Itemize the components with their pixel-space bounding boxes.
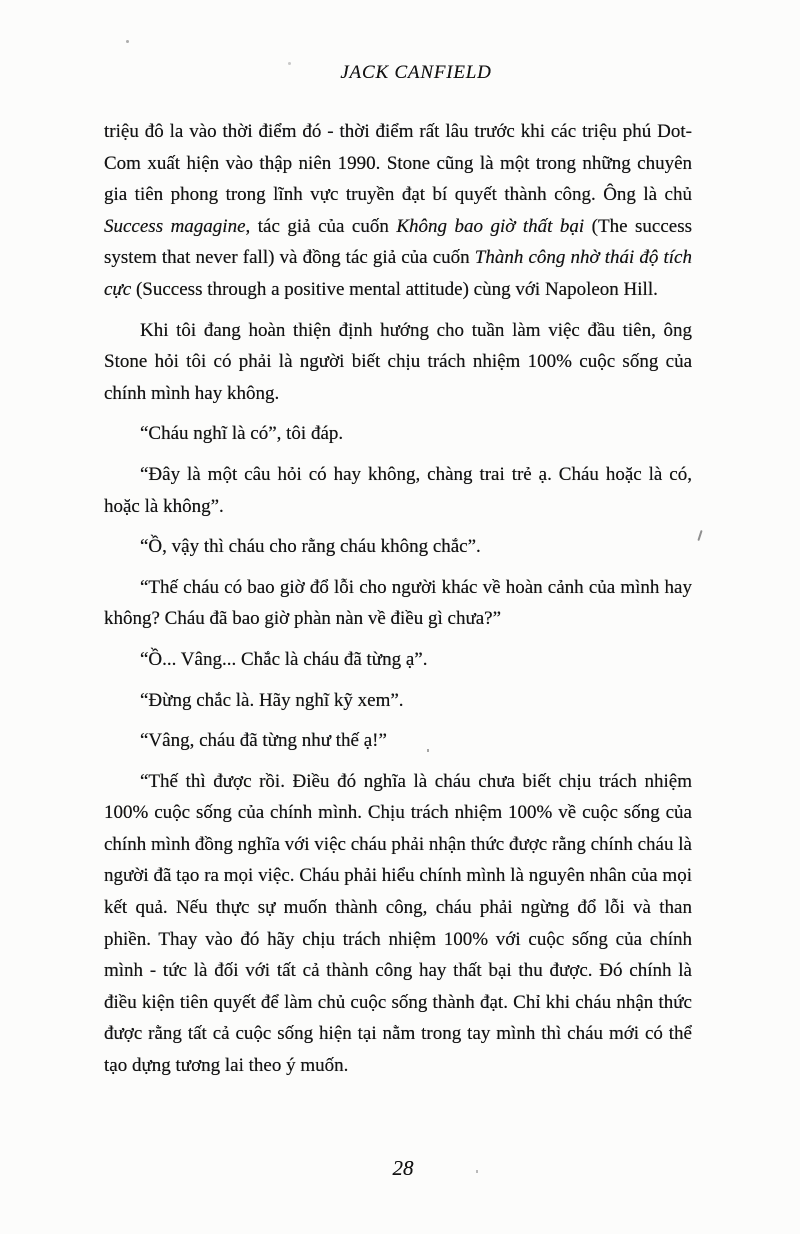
scan-speck: [427, 749, 429, 752]
paragraph: triệu đô la vào thời điểm đó - thời điểm rất lâu trước khi các triệu phú Dot-Com xuất hiện vào thập niên 1990. Stone cũng là một trong những chuyên gia tiên phong trong lĩnh vực truyền đạt bí quyết thành công. Ông là chủ Success magagine, tác giả của cuốn Không bao giờ thất bại (The success system that never fall) và đồng tác giả của cuốn Thành công nhờ thái độ tích cực (Success through a positive mental attitude) cùng với Napoleon Hill.: [104, 121, 692, 300]
running-header: JACK CANFIELD: [340, 62, 492, 83]
book-title-italic: Không bao giờ thất bại: [396, 215, 585, 237]
paragraph: “Thế thì được rồi. Điều đó nghĩa là cháu chưa biết chịu trách nhiệm 100% cuộc sống của chính mình. Chịu trách nhiệm 100% về cuộc sống của chính mình đồng nghĩa với việc cháu phải nhận thức được rằng chính cháu là người đã tạo ra mọi việc. Cháu phải hiểu chính mình là nguyên nhân của mọi kết quả. Nếu thực sự muốn thành công, cháu phải ngừng đổ lỗi và than phiền. Thay vào đó hãy chịu trách nhiệm 100% với cuộc sống của chính mình - tức là đối với tất cả thành công hay thất bại thu được. Đó chính là điều kiện tiên quyết để làm chủ cuộc sống thành đạt. Chỉ khi cháu nhận thức được rằng tất cả cuộc sống hiện tại nằm trong tay mình thì cháu mới có thể tạo dựng tương lai theo ý muốn.: [104, 770, 692, 1077]
paragraph: Khi tôi đang hoàn thiện định hướng cho tuần làm việc đầu tiên, ông Stone hỏi tôi có phải là người biết chịu trách nhiệm 100% cuộc sống của chính mình hay không.: [104, 319, 692, 404]
paragraph: “Ồ, vậy thì cháu cho rằng cháu không chắc”.: [140, 536, 481, 558]
paragraph: “Thế cháu có bao giờ đổ lỗi cho người khác về hoàn cảnh của mình hay không? Cháu đã bao giờ phàn nàn về điều gì chưa?”: [104, 576, 692, 630]
book-title-italic: Success magagine: [104, 215, 246, 237]
scan-stray-mark: [697, 530, 702, 541]
paragraph: “Cháu nghĩ là có”, tôi đáp.: [140, 423, 344, 445]
paragraph: “Đừng chắc là. Hãy nghĩ kỹ xem”.: [140, 689, 404, 711]
scan-speck: [288, 62, 291, 65]
paragraph: “Đây là một câu hỏi có hay không, chàng trai trẻ ạ. Cháu hoặc là có, hoặc là không”.: [104, 463, 692, 517]
scan-speck: [476, 1170, 478, 1173]
page-body: [104, 116, 692, 1082]
page-number: 28: [392, 1156, 414, 1180]
book-title-italic: Thành công nhờ thái độ tích cực: [104, 247, 692, 300]
paragraph: “Ồ... Vâng... Chắc là cháu đã từng ạ”.: [140, 648, 428, 670]
paragraph: “Vâng, cháu đã từng như thế ạ!”: [140, 730, 387, 752]
scan-speck: [126, 40, 129, 43]
